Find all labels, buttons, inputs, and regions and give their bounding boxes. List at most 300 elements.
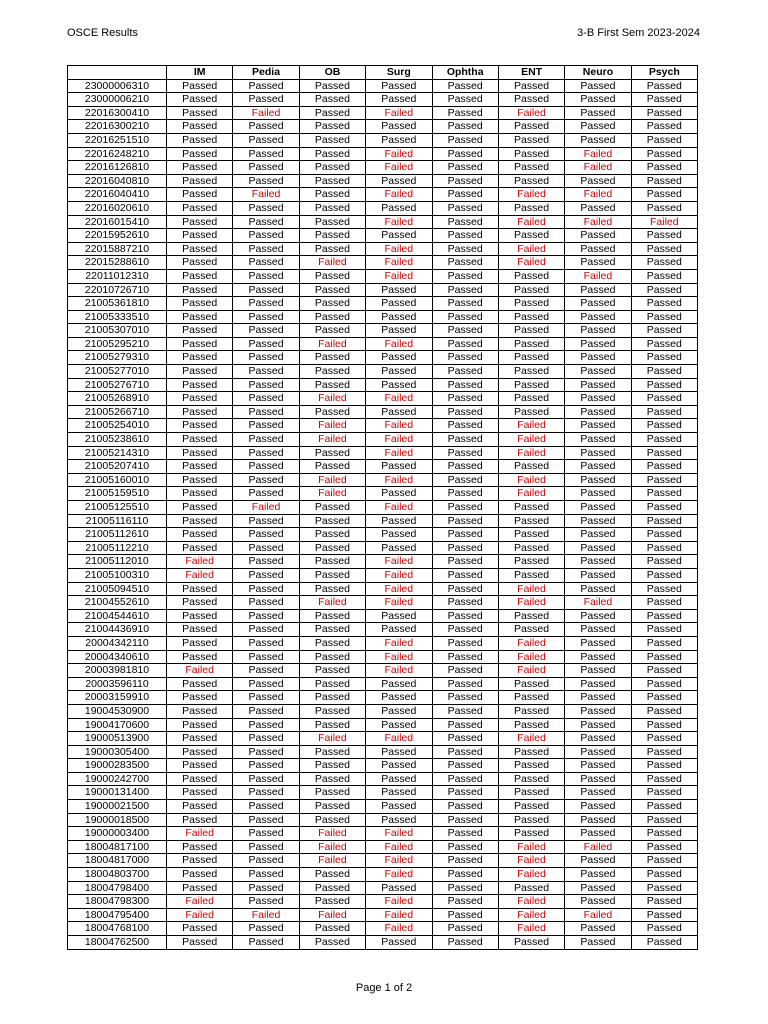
result-cell: Passed (233, 691, 299, 705)
table-row (68, 93, 698, 107)
result-cell: Failed (498, 215, 564, 229)
result-cell: Passed (167, 704, 233, 718)
result-cell: Passed (366, 718, 432, 732)
result-cell: Passed (565, 555, 631, 569)
result-cell: Passed (565, 392, 631, 406)
result-cell: Passed (631, 297, 697, 311)
student-id-cell: 21005276710 (68, 378, 167, 392)
result-cell: Passed (233, 133, 299, 147)
result-cell: Passed (299, 541, 365, 555)
result-cell: Passed (432, 201, 498, 215)
result-cell: Passed (299, 351, 365, 365)
result-cell: Passed (432, 568, 498, 582)
result-cell: Passed (299, 378, 365, 392)
result-cell: Passed (366, 704, 432, 718)
result-cell: Passed (299, 718, 365, 732)
result-cell: Passed (432, 351, 498, 365)
table-row (68, 242, 698, 256)
result-cell: Failed (299, 392, 365, 406)
result-cell: Failed (565, 269, 631, 283)
result-cell: Passed (299, 310, 365, 324)
result-cell: Failed (366, 555, 432, 569)
result-cell: Passed (167, 501, 233, 515)
result-cell: Passed (233, 93, 299, 107)
result-cell: Passed (432, 419, 498, 433)
result-cell: Passed (631, 582, 697, 596)
result-cell: Passed (565, 133, 631, 147)
result-cell: Passed (432, 106, 498, 120)
result-cell: Passed (167, 813, 233, 827)
result-cell: Failed (366, 256, 432, 270)
result-cell: Failed (366, 215, 432, 229)
result-cell: Failed (366, 908, 432, 922)
table-row (68, 310, 698, 324)
result-cell: Passed (565, 881, 631, 895)
student-id-cell: 18004768100 (68, 922, 167, 936)
result-cell: Passed (167, 93, 233, 107)
result-cell: Passed (565, 501, 631, 515)
result-cell: Passed (167, 229, 233, 243)
result-cell: Passed (167, 487, 233, 501)
result-cell: Failed (167, 895, 233, 909)
result-cell: Passed (432, 433, 498, 447)
result-cell: Passed (167, 120, 233, 134)
result-cell: Passed (366, 297, 432, 311)
result-cell: Passed (366, 324, 432, 338)
student-id-cell: 19000305400 (68, 745, 167, 759)
result-cell: Failed (366, 501, 432, 515)
result-cell: Passed (498, 718, 564, 732)
student-id-cell: 19000131400 (68, 786, 167, 800)
result-cell: Passed (565, 677, 631, 691)
result-cell: Passed (432, 229, 498, 243)
result-cell: Failed (299, 473, 365, 487)
table-row (68, 854, 698, 868)
student-id-cell: 21005112610 (68, 528, 167, 542)
result-cell: Passed (167, 922, 233, 936)
result-cell: Passed (565, 623, 631, 637)
result-cell: Passed (498, 827, 564, 841)
result-cell: Passed (233, 528, 299, 542)
column-header-ophtha: Ophtha (432, 66, 498, 80)
student-id-cell: 20003596110 (68, 677, 167, 691)
result-cell: Passed (498, 174, 564, 188)
result-cell: Passed (565, 460, 631, 474)
result-cell: Failed (167, 664, 233, 678)
result-cell: Passed (565, 120, 631, 134)
table-row (68, 718, 698, 732)
result-cell: Passed (432, 636, 498, 650)
result-cell: Passed (299, 297, 365, 311)
result-cell: Passed (167, 446, 233, 460)
result-cell: Passed (299, 555, 365, 569)
result-cell: Passed (432, 813, 498, 827)
table-row (68, 541, 698, 555)
result-cell: Passed (432, 297, 498, 311)
result-cell: Passed (366, 120, 432, 134)
result-cell: Passed (432, 922, 498, 936)
result-cell: Passed (299, 446, 365, 460)
result-cell: Passed (233, 215, 299, 229)
result-cell: Passed (631, 745, 697, 759)
result-cell: Passed (631, 310, 697, 324)
result-cell: Passed (432, 732, 498, 746)
result-cell: Passed (565, 759, 631, 773)
student-id-cell: 21005295210 (68, 337, 167, 351)
result-cell: Passed (299, 623, 365, 637)
student-id-cell: 23000006210 (68, 93, 167, 107)
result-cell: Failed (366, 732, 432, 746)
result-cell: Passed (432, 528, 498, 542)
student-id-cell: 22016040810 (68, 174, 167, 188)
result-cell: Passed (498, 269, 564, 283)
result-cell: Passed (498, 297, 564, 311)
result-cell: Passed (233, 936, 299, 950)
student-id-cell: 22016015410 (68, 215, 167, 229)
table-row (68, 745, 698, 759)
table-row (68, 582, 698, 596)
result-cell: Passed (167, 419, 233, 433)
result-cell: Passed (233, 800, 299, 814)
result-cell: Passed (233, 677, 299, 691)
result-cell: Passed (631, 786, 697, 800)
result-cell: Passed (299, 528, 365, 542)
result-cell: Passed (565, 337, 631, 351)
student-id-cell: 20004340610 (68, 650, 167, 664)
result-cell: Passed (631, 840, 697, 854)
result-cell: Passed (432, 93, 498, 107)
result-cell: Passed (432, 120, 498, 134)
table-row (68, 772, 698, 786)
result-cell: Passed (432, 324, 498, 338)
table-row (68, 868, 698, 882)
table-row (68, 609, 698, 623)
table-row (68, 433, 698, 447)
result-cell: Failed (366, 922, 432, 936)
results-table (67, 65, 698, 950)
result-cell: Failed (299, 596, 365, 610)
result-cell: Passed (631, 79, 697, 93)
result-cell: Passed (631, 704, 697, 718)
student-id-cell: 18004762500 (68, 936, 167, 950)
result-cell: Passed (432, 269, 498, 283)
result-cell: Failed (498, 636, 564, 650)
result-cell: Passed (498, 378, 564, 392)
result-cell: Failed (299, 840, 365, 854)
result-cell: Passed (498, 623, 564, 637)
result-cell: Failed (299, 827, 365, 841)
student-id-cell: 22016040410 (68, 188, 167, 202)
result-cell: Passed (299, 106, 365, 120)
result-cell: Failed (299, 908, 365, 922)
result-cell: Passed (631, 501, 697, 515)
student-id-cell: 22016251510 (68, 133, 167, 147)
result-cell: Passed (167, 596, 233, 610)
result-cell: Passed (299, 677, 365, 691)
result-cell: Passed (299, 813, 365, 827)
result-cell: Passed (432, 378, 498, 392)
result-cell: Passed (167, 854, 233, 868)
result-cell: Passed (167, 433, 233, 447)
table-row (68, 704, 698, 718)
result-cell: Passed (631, 759, 697, 773)
result-cell: Passed (299, 120, 365, 134)
result-cell: Passed (167, 460, 233, 474)
result-cell: Passed (299, 174, 365, 188)
table-row (68, 528, 698, 542)
result-cell: Passed (498, 324, 564, 338)
student-id-cell: 19000242700 (68, 772, 167, 786)
result-cell: Passed (167, 772, 233, 786)
student-id-cell: 18004803700 (68, 868, 167, 882)
result-cell: Passed (432, 704, 498, 718)
result-cell: Passed (366, 514, 432, 528)
result-cell: Passed (167, 718, 233, 732)
result-cell: Failed (299, 487, 365, 501)
result-cell: Passed (631, 528, 697, 542)
result-cell: Passed (233, 297, 299, 311)
result-cell: Passed (565, 636, 631, 650)
result-cell: Passed (498, 120, 564, 134)
result-cell: Passed (631, 827, 697, 841)
result-cell: Passed (233, 365, 299, 379)
result-cell: Passed (233, 745, 299, 759)
result-cell: Passed (565, 256, 631, 270)
table-row (68, 256, 698, 270)
result-cell: Failed (366, 840, 432, 854)
result-cell: Failed (366, 827, 432, 841)
result-cell: Passed (432, 147, 498, 161)
result-cell: Failed (233, 501, 299, 515)
result-cell: Failed (565, 161, 631, 175)
result-cell: Passed (366, 772, 432, 786)
result-cell: Passed (233, 636, 299, 650)
result-cell: Passed (233, 256, 299, 270)
student-id-cell: 19000018500 (68, 813, 167, 827)
result-cell: Passed (631, 174, 697, 188)
result-cell: Passed (565, 732, 631, 746)
table-row (68, 501, 698, 515)
column-header-psych: Psych (631, 66, 697, 80)
result-cell: Passed (167, 147, 233, 161)
result-cell: Failed (498, 106, 564, 120)
result-cell: Passed (631, 392, 697, 406)
result-cell: Passed (565, 664, 631, 678)
result-cell: Passed (631, 201, 697, 215)
student-id-cell: 21005214310 (68, 446, 167, 460)
result-cell: Passed (299, 704, 365, 718)
result-cell: Passed (631, 813, 697, 827)
result-cell: Passed (366, 813, 432, 827)
result-cell: Passed (565, 541, 631, 555)
result-cell: Passed (631, 596, 697, 610)
result-cell: Passed (366, 405, 432, 419)
result-cell: Passed (299, 691, 365, 705)
result-cell: Passed (299, 922, 365, 936)
result-cell: Failed (565, 596, 631, 610)
result-cell: Passed (498, 881, 564, 895)
result-cell: Failed (299, 419, 365, 433)
result-cell: Passed (498, 541, 564, 555)
result-cell: Passed (432, 242, 498, 256)
student-id-cell: 21005160010 (68, 473, 167, 487)
result-cell: Passed (432, 718, 498, 732)
student-id-cell: 21005268910 (68, 392, 167, 406)
result-cell: Passed (565, 704, 631, 718)
student-id-cell: 20003981810 (68, 664, 167, 678)
result-cell: Passed (299, 242, 365, 256)
result-cell: Passed (167, 868, 233, 882)
result-cell: Passed (631, 283, 697, 297)
result-cell: Passed (631, 242, 697, 256)
table-row (68, 79, 698, 93)
result-cell: Passed (299, 229, 365, 243)
result-cell: Passed (167, 106, 233, 120)
result-cell: Failed (498, 582, 564, 596)
student-id-cell: 21005333510 (68, 310, 167, 324)
result-cell: Passed (299, 188, 365, 202)
student-id-cell: 19000513900 (68, 732, 167, 746)
result-cell: Failed (366, 854, 432, 868)
result-cell: Passed (167, 541, 233, 555)
result-cell: Failed (366, 419, 432, 433)
result-cell: Passed (366, 800, 432, 814)
result-cell: Passed (565, 378, 631, 392)
result-cell: Passed (498, 677, 564, 691)
result-cell: Passed (366, 201, 432, 215)
result-cell: Passed (498, 555, 564, 569)
result-cell: Passed (167, 473, 233, 487)
result-cell: Passed (432, 501, 498, 515)
result-cell: Passed (299, 501, 365, 515)
result-cell: Failed (498, 650, 564, 664)
result-cell: Failed (366, 664, 432, 678)
result-cell: Passed (432, 786, 498, 800)
result-cell: Passed (631, 147, 697, 161)
result-cell: Passed (498, 704, 564, 718)
result-cell: Passed (233, 310, 299, 324)
result-cell: Passed (498, 147, 564, 161)
result-cell: Passed (565, 786, 631, 800)
result-cell: Passed (432, 283, 498, 297)
result-cell: Passed (498, 337, 564, 351)
result-cell: Failed (498, 732, 564, 746)
result-cell: Passed (432, 868, 498, 882)
result-cell: Passed (631, 269, 697, 283)
result-cell: Passed (631, 718, 697, 732)
result-cell: Passed (631, 188, 697, 202)
table-row (68, 664, 698, 678)
result-cell: Passed (233, 541, 299, 555)
result-cell: Passed (565, 800, 631, 814)
result-cell: Passed (233, 283, 299, 297)
table-row (68, 487, 698, 501)
result-cell: Failed (565, 147, 631, 161)
result-cell: Passed (167, 677, 233, 691)
table-row (68, 460, 698, 474)
result-cell: Passed (432, 623, 498, 637)
result-cell: Passed (366, 351, 432, 365)
result-cell: Passed (299, 365, 365, 379)
result-cell: Passed (498, 800, 564, 814)
result-cell: Passed (432, 514, 498, 528)
student-id-cell: 21004552610 (68, 596, 167, 610)
result-cell: Passed (565, 79, 631, 93)
result-cell: Failed (299, 337, 365, 351)
result-cell: Failed (631, 215, 697, 229)
student-id-cell: 22011012310 (68, 269, 167, 283)
result-cell: Failed (498, 664, 564, 678)
result-cell: Failed (366, 868, 432, 882)
result-cell: Passed (366, 745, 432, 759)
column-header-pedia: Pedia (233, 66, 299, 80)
result-cell: Passed (631, 881, 697, 895)
result-cell: Failed (498, 242, 564, 256)
table-row (68, 446, 698, 460)
result-cell: Passed (631, 433, 697, 447)
result-cell: Failed (565, 188, 631, 202)
result-cell: Passed (233, 419, 299, 433)
table-row (68, 283, 698, 297)
result-cell: Passed (167, 840, 233, 854)
table-row (68, 800, 698, 814)
result-cell: Passed (498, 691, 564, 705)
result-cell: Passed (631, 868, 697, 882)
table-row (68, 895, 698, 909)
table-row (68, 636, 698, 650)
result-cell: Passed (233, 868, 299, 882)
result-cell: Passed (498, 229, 564, 243)
result-cell: Passed (167, 786, 233, 800)
result-cell: Passed (432, 133, 498, 147)
student-id-cell: 21005125510 (68, 501, 167, 515)
result-cell: Passed (432, 745, 498, 759)
result-cell: Failed (233, 188, 299, 202)
result-cell: Failed (366, 269, 432, 283)
result-cell: Passed (167, 623, 233, 637)
result-cell: Failed (167, 827, 233, 841)
result-cell: Passed (167, 174, 233, 188)
student-id-cell: 21005279310 (68, 351, 167, 365)
result-cell: Passed (565, 242, 631, 256)
table-row (68, 201, 698, 215)
result-cell: Passed (498, 609, 564, 623)
result-cell: Passed (631, 337, 697, 351)
result-cell: Passed (565, 936, 631, 950)
result-cell: Passed (167, 636, 233, 650)
result-cell: Passed (631, 541, 697, 555)
student-id-cell: 18004817000 (68, 854, 167, 868)
result-cell: Passed (366, 283, 432, 297)
student-id-cell: 23000006310 (68, 79, 167, 93)
result-cell: Failed (565, 840, 631, 854)
table-row (68, 514, 698, 528)
result-cell: Passed (167, 582, 233, 596)
result-cell: Passed (432, 405, 498, 419)
result-cell: Passed (167, 759, 233, 773)
result-cell: Passed (631, 609, 697, 623)
result-cell: Passed (565, 609, 631, 623)
student-id-cell: 21005277010 (68, 365, 167, 379)
result-cell: Passed (631, 378, 697, 392)
result-cell: Passed (167, 215, 233, 229)
result-cell: Failed (498, 487, 564, 501)
result-cell: Passed (299, 650, 365, 664)
result-cell: Passed (432, 800, 498, 814)
column-header-id (68, 66, 167, 80)
result-cell: Passed (631, 636, 697, 650)
result-cell: Passed (498, 392, 564, 406)
